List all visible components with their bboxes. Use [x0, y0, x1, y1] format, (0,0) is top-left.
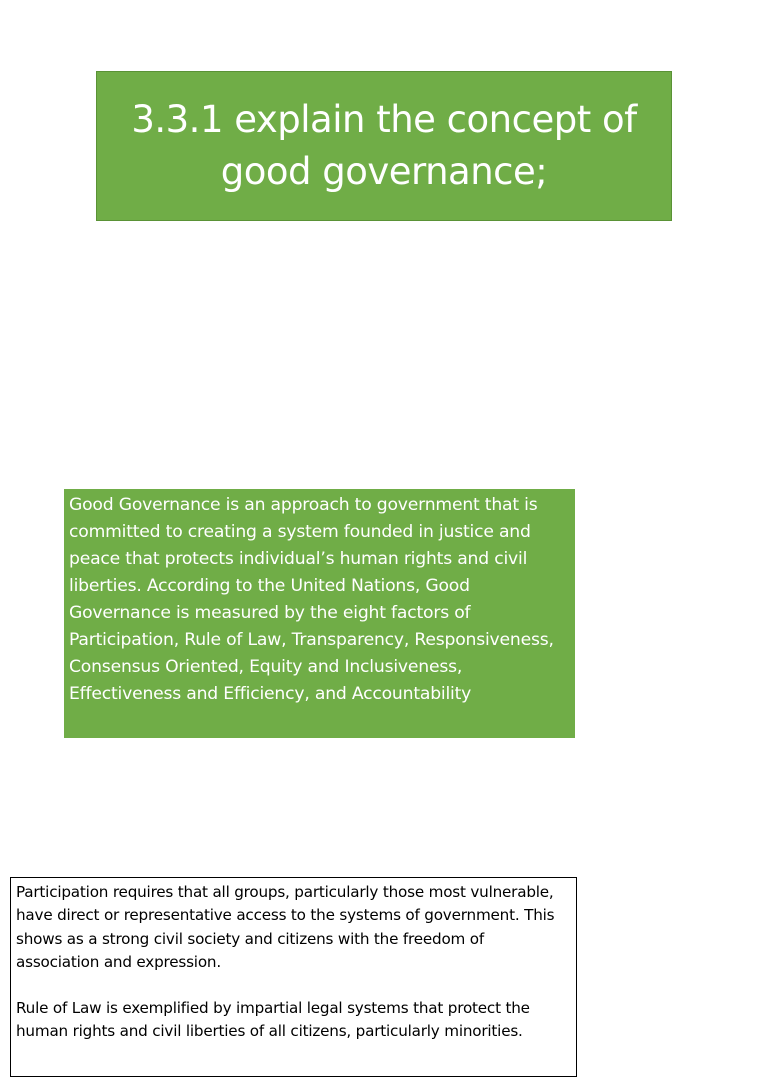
details-box [10, 877, 577, 1077]
definition-box [64, 489, 575, 738]
participation-paragraph: Participation requires that all groups, particularly those most vulnerable, have direct or representative access to the systems of government. This shows as a strong civil society and citizens with the freedom of association and expression. [16, 883, 555, 971]
title-box [96, 71, 672, 221]
rule-of-law-paragraph: Rule of Law is exemplified by impartial legal systems that protect the human rights and civil liberties of all citizens, particularly minorities. [16, 999, 530, 1041]
page-title: 3.3.1 explain the concept of good governance; [131, 98, 637, 193]
definition-text: Good Governance is an approach to government that is committed to creating a system founded in justice and peace that protects individual’s human rights and civil liberties. According to the United Nations, Good Governance is measured by the eight factors of Participation, Rule of Law, Transparency, Responsiveness, Consensus Oriented, Equity and Inclusiveness, Effectiveness and Efficiency, and Accountability [69, 495, 554, 704]
